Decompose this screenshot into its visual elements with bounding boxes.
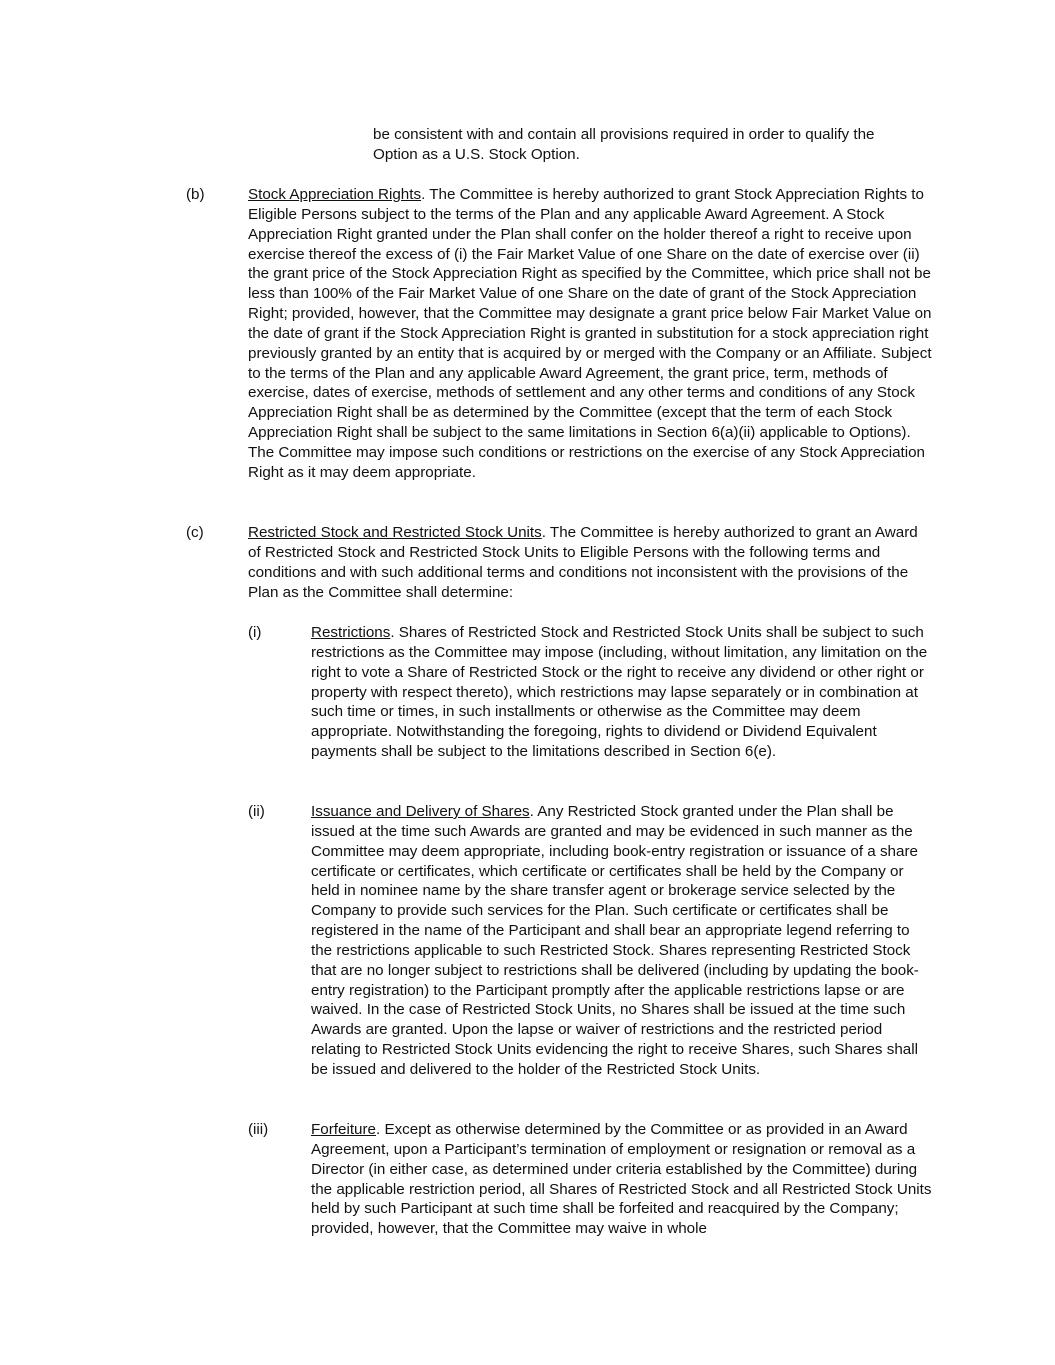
item-i-body: . Shares of Restricted Stock and Restricted Stock Units shall be subject to such restrictions as the Committee may impose (including, without limitation, any limitation on the right to vote a Share of Restricted Stock or the right to receive any dividend or other right or property with respect thereto), which restrictions may lapse separately or in combination at such time or times, in such installments or otherwise as the Committee may deem appropriate. Notwithstanding the foregoing, rights to dividend or Dividend Equivalent payments shall be subject to the limitations described in Section 6(e). — [311, 624, 928, 761]
item-i-heading: Restrictions — [311, 624, 391, 641]
section-b-body: . The Committee is hereby authorized to grant Stock Appreciation Rights to Eligible Persons subject to the terms of the Plan and any applicable Award Agreement. A Stock Appreciation Right granted under the Plan shall confer on the holder thereof a right to receive upon exercise thereof the excess of (i) the Fair Market Value of one Share on the date of exercise over (ii) the grant price of the Stock Appreciation Right as specified by the Committee, which price shall not be less than 100% of the Fair Market Value of one Share on the date of grant of the Stock Appreciation Right; provided, however, that the Committee may designate a grant price below Fair Market Value on the date of grant if the Stock Appreciation Right is granted in substitution for a stock appreciation right previously granted by an entity that is acquired by or merged with the Company or an Affiliate. Subject to the terms of the Plan and any applicable Award Agreement, the grant price, term, methods of exercise, dates of exercise, methods of settlement and any other terms and conditions of any Stock Appreciation Right shall be as determined by the Committee (except that the term of each Stock Appreciation Right shall be subject to the same limitations in Section 6(a)(ii) applicable to Options). The Committee may impose such conditions or restrictions on the exercise of any Stock Appreciation Right as it may deem appropriate. — [248, 186, 932, 481]
item-ii-body: . Any Restricted Stock granted under the Plan shall be issued at the time such Awards are granted and may be evidenced in such manner as the Committee may deem appropriate, including book-entry registration or issuance of a share certificate or certificates, which certificate or certificates shall be held by the Company or held in nominee name by the share transfer agent or brokerage service selected by the Company to provide such services for the Plan. Such certificate or certificates shall be registered in the name of the Participant and shall bear an appropriate legend referring to the restrictions applicable to such Restricted Stock. Shares representing Restricted Stock that are no longer subject to restrictions shall be delivered (including by updating the book-entry registration) to the Participant promptly after the applicable restrictions lapse or are waived. In the case of Restricted Stock Units, no Shares shall be issued at the time such Awards are granted. Upon the lapse or waiver of restrictions and the restricted period relating to Restricted Stock Units evidencing the right to receive Shares, such Shares shall be issued and delivered to the holder of the Restricted Stock Units. — [311, 803, 919, 1078]
continuation-paragraph: be consistent with and contain all provisions required in order to qualify the Option as a U.S. Stock Option. — [373, 126, 875, 163]
item-i-paragraph — [311, 623, 932, 762]
item-iii-body: . Except as otherwise determined by the Committee or as provided in an Award Agreement, upon a Participant’s termination of employment or resignation or removal as a Director (in either case, as determined under criteria established by the Committee) during the applicable restriction period, all Shares of Restricted Stock and all Restricted Stock Units held by such Participant at such time shall be forfeited and reacquired by the Company; provided, however, that the Committee may waive in whole — [311, 1121, 932, 1238]
section-c-paragraph — [248, 523, 932, 602]
item-iii-paragraph — [311, 1120, 932, 1239]
item-ii-paragraph — [311, 802, 932, 1080]
section-b-paragraph — [248, 185, 932, 483]
item-ii-label: (ii) — [248, 803, 265, 820]
section-b-heading: Stock Appreciation Rights — [248, 186, 422, 203]
item-iii-label: (iii) — [248, 1121, 269, 1138]
item-i-label: (i) — [248, 624, 262, 641]
item-iii-heading: Forfeiture — [311, 1121, 376, 1138]
section-c-body: . The Committee is hereby authorized to grant an Award of Restricted Stock and Restricted Stock Units to Eligible Persons with the following terms and conditions and with such additional terms and conditions not inconsistent with the provisions of the Plan as the Committee shall determine: — [248, 524, 918, 601]
section-b-label: (b) — [186, 186, 205, 203]
section-c-heading: Restricted Stock and Restricted Stock Units — [248, 524, 542, 541]
section-c-label: (c) — [186, 524, 204, 541]
item-ii-heading: Issuance and Delivery of Shares — [311, 803, 530, 820]
